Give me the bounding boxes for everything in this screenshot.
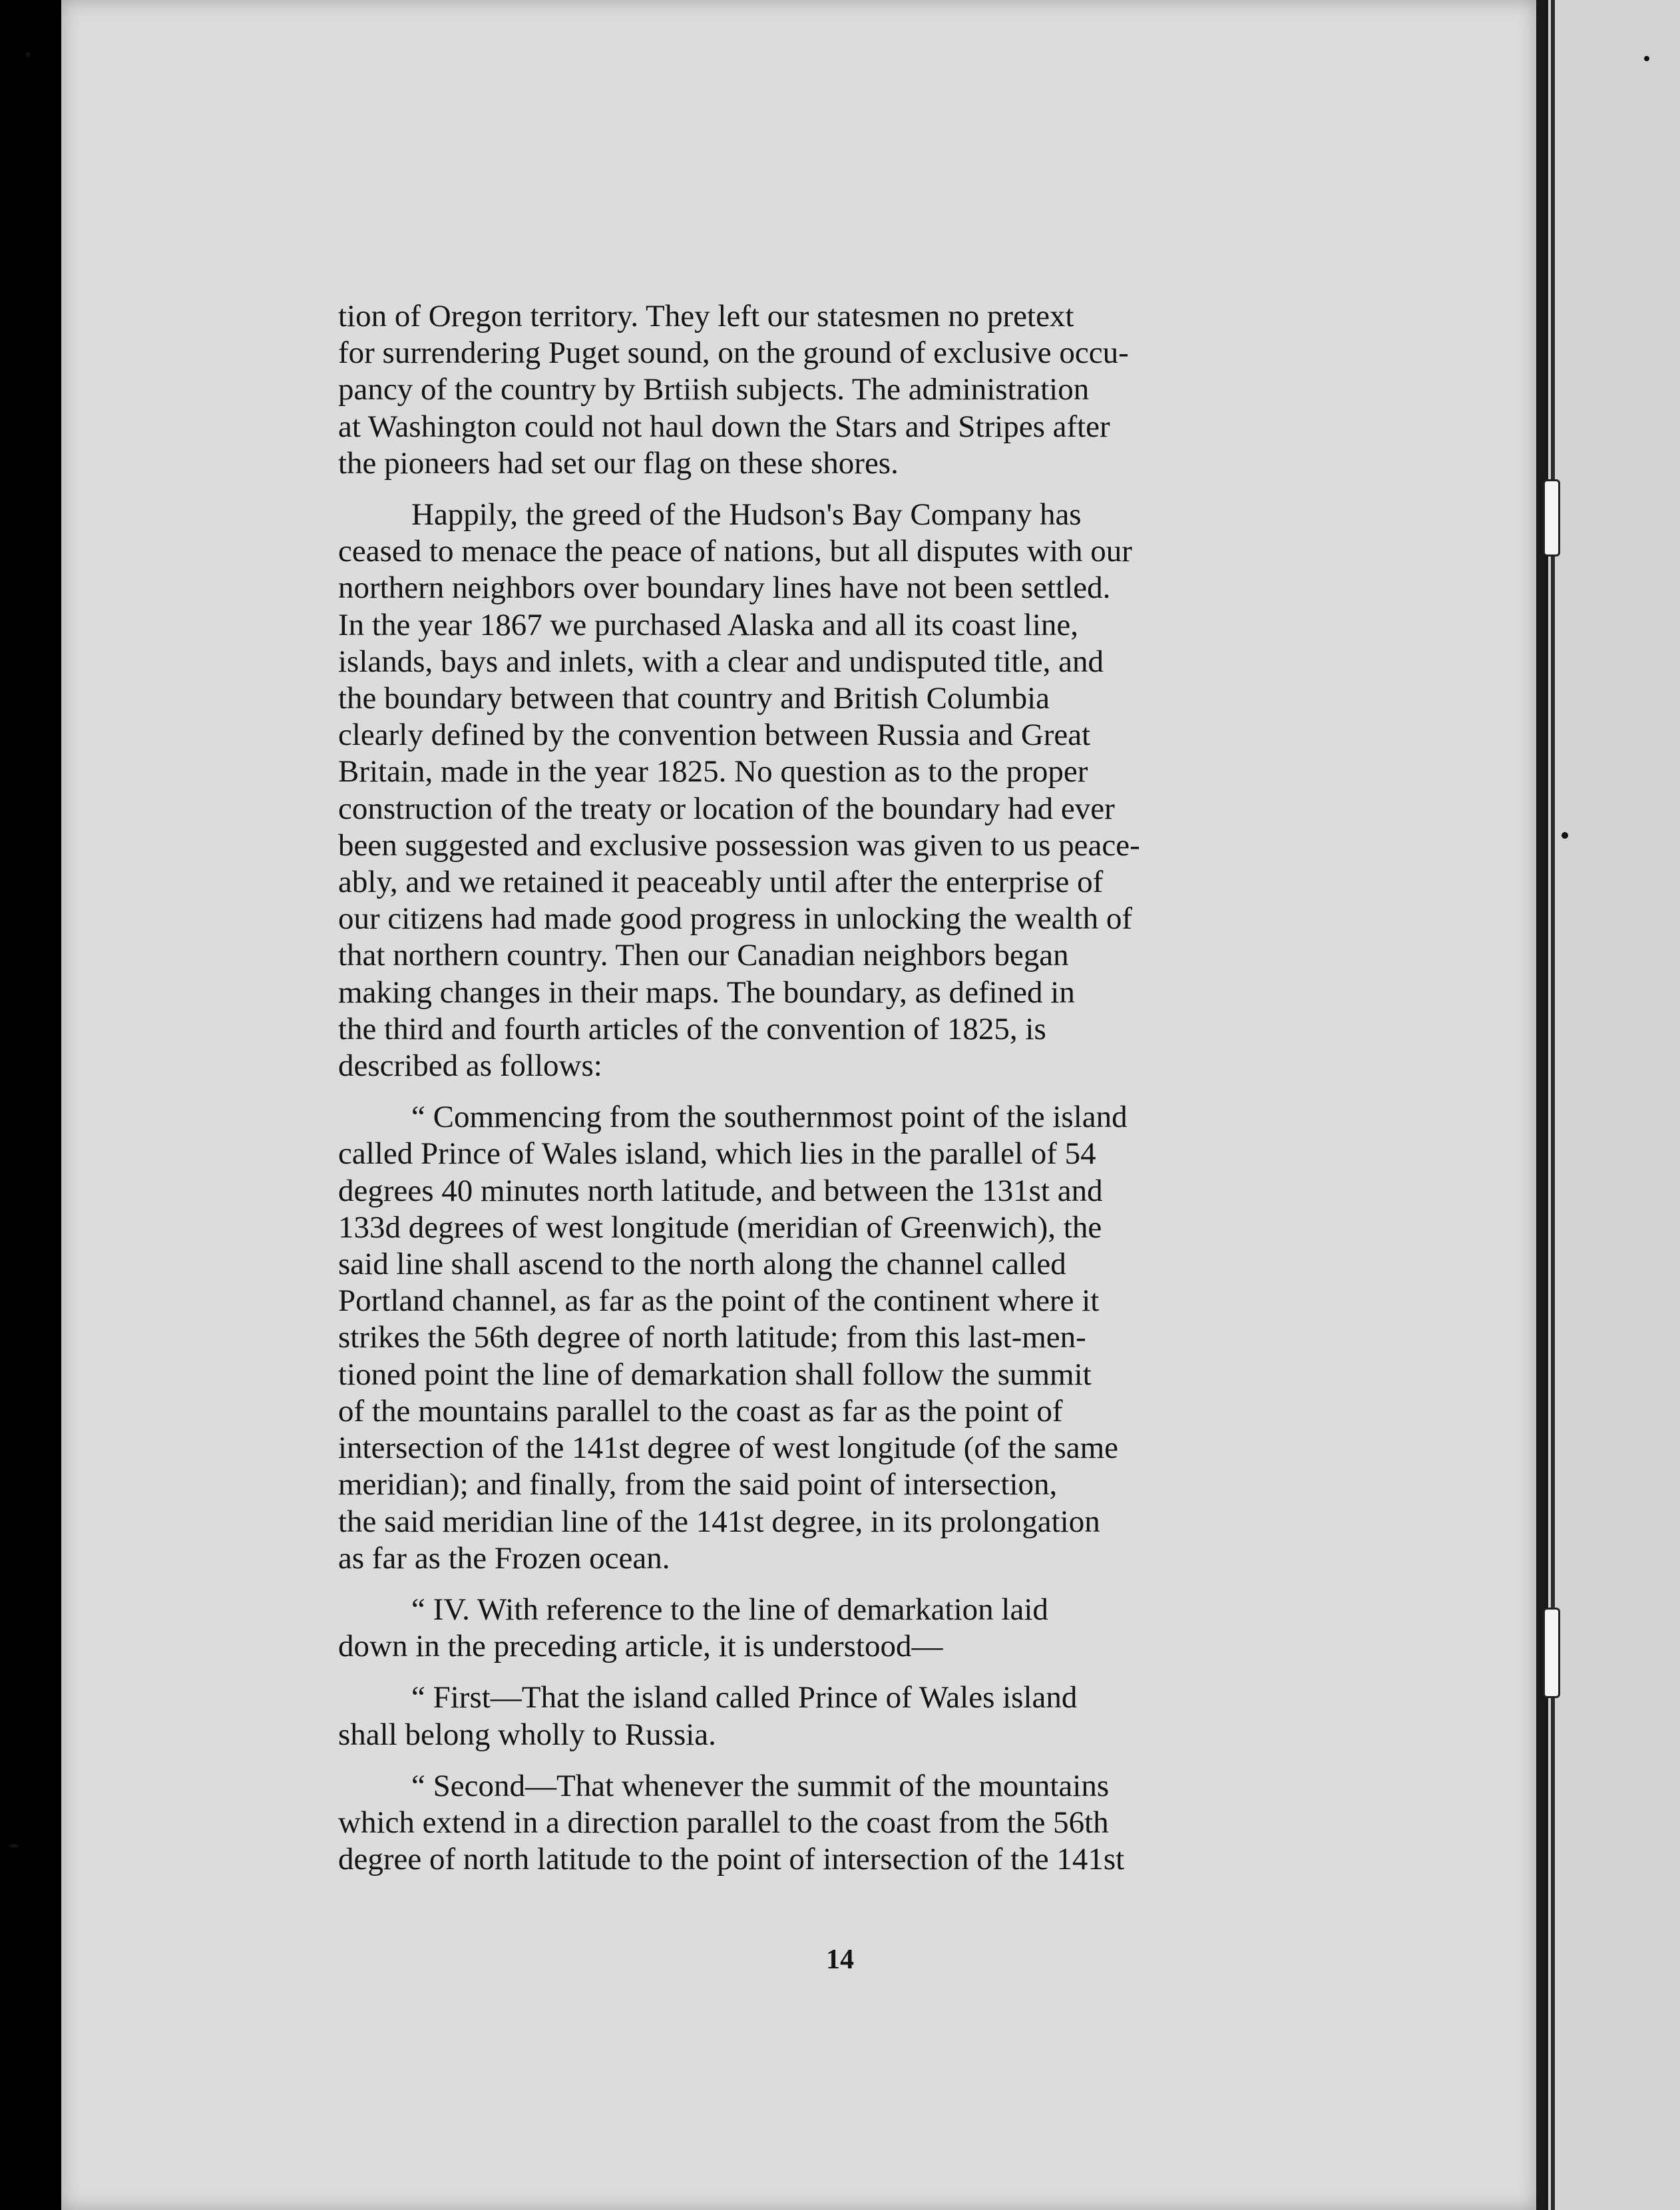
facing-page-edge [1548,0,1680,2210]
quoted-paragraph: “ First—That the island called Prince of Wales island shall belong wholly to Russia. [338,1680,1078,1752]
quoted-paragraph: “ Commencing from the southernmost point of the island called Prince of Wales island, which lies in the parallel of 54 degrees 40 minutes north latitude, and between the 131st and 133d degrees of west longitude (meridian of Greenwich), the said line shall ascend to the north along the channel called Portland channel, as far as the point of the continent where it strikes the 56th degree of north latitude; from this last-men- tioned point the line of demarkation shall follow the summit of the mountains parallel to the coast as far as the point of intersection of the 141st degree of west longitude (of the same meridian); and finally, from the said point of intersection, the said meridian line of the 141st degree, in its prolongation as far as the Frozen ocean. [338,1100,1128,1576]
spine-shadow [1551,0,1555,2210]
binding-clip-bottom [1543,1608,1560,1698]
scan-speck [25,52,31,57]
paragraph: Happily, the greed of the Hudson's Bay Company has ceased to menace the peace of nations, but all disputes with our northern neighbors over boundary lines have not been settled. In the year 1867 we purchased Alaska and all its coast line, islands, bays and inlets, with a clear and undisputed title, and the boundary between that country and British Columbia clearly defined by the convention between Russia and Great Britain, made in the year 1825. No question as to the proper construction of the treaty or location of the boundary had ever been suggested and exclusive possession was given to us peace- ably, and we retained it peaceably until after the enterprise of our citizens had made good progress in unlocking the wealth of that northern country. Then our Canadian neighbors began making changes in their maps. The boundary, as defined in the third and fourth articles of the convention of 1825, is described as follows: [338,497,1140,1084]
quoted-paragraph: “ IV. With reference to the line of demarkation laid down in the preceding article, it is understood— [338,1592,1048,1664]
quoted-paragraph: “ Second—That whenever the summit of the mountains which extend in a direction parallel to the coast from the 56th degree of north latitude to the point of intersection of the 141st [338,1768,1125,1877]
scan-speck [1562,832,1568,839]
scan-speck [9,1844,19,1848]
binding-clip-top [1543,479,1560,556]
scan-speck [1644,56,1649,61]
book-gutter [1536,0,1548,2210]
page-number: 14 [826,1944,854,1975]
page-body-text [338,298,1303,1878]
paragraph: tion of Oregon territory. They left our statesmen no pretext for surrendering Puget sound, on the ground of exclusive occu- pancy of the country by Brtiish subjects. The administration at Washington could not haul down the Stars and Stripes after the pioneers had set our flag on these shores. [338,299,1129,481]
